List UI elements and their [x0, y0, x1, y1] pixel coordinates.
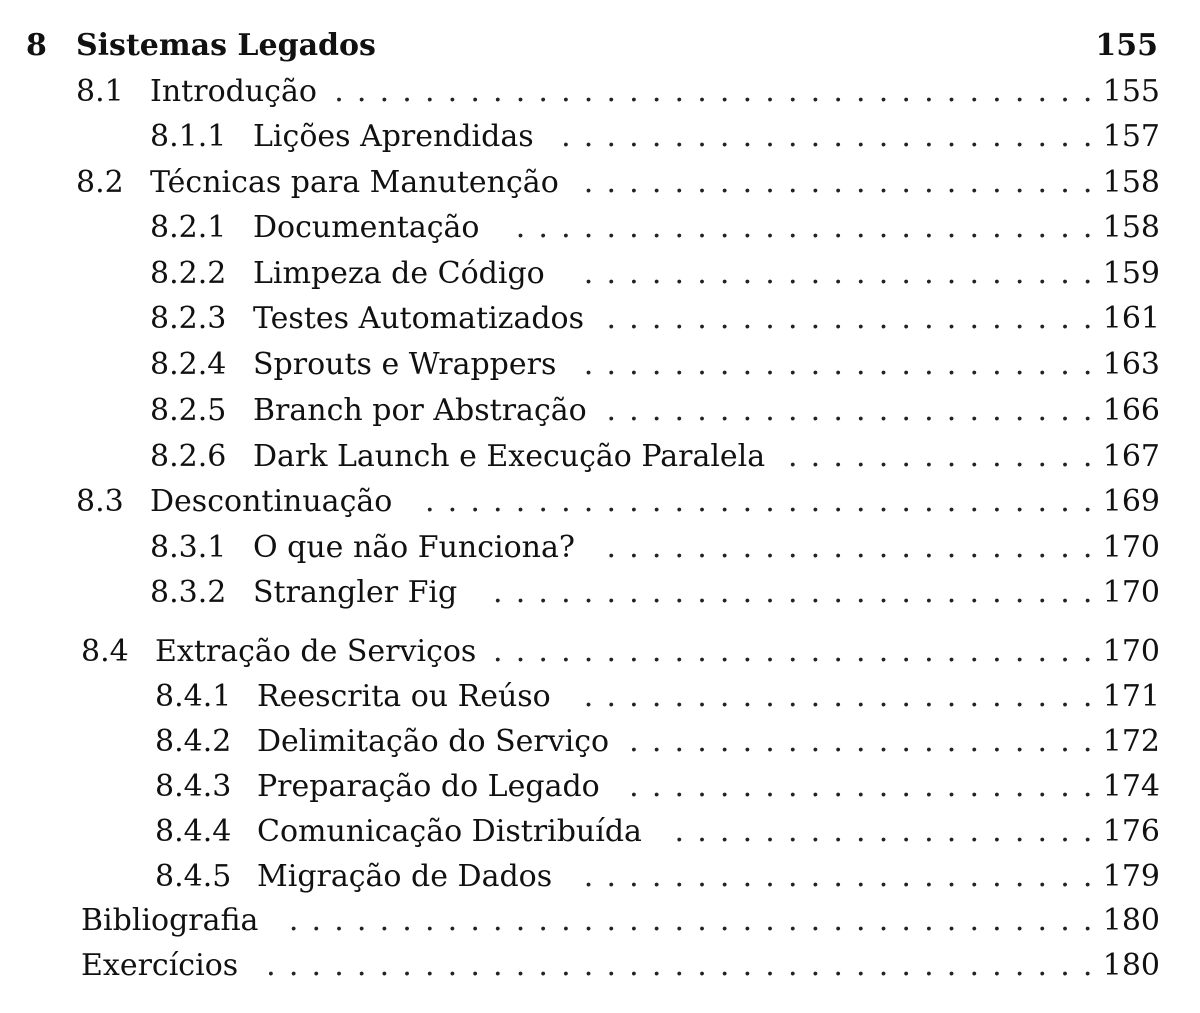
entry-number: 8.4.2 — [155, 724, 232, 759]
entry-page: 170 — [1102, 634, 1160, 669]
entry-number: 8.2.2 — [150, 256, 227, 291]
entry-title: Preparação do Legado — [257, 769, 600, 804]
entry-page: 158 — [1102, 210, 1160, 245]
entry-page: 167 — [1102, 439, 1160, 474]
entry-title: Limpeza de Código — [253, 256, 545, 291]
entry-page: 171 — [1102, 679, 1160, 714]
dot-leader: ...................... — [606, 301, 1093, 336]
toc-entry[interactable] — [150, 297, 1160, 341]
toc-entry[interactable] — [81, 899, 1160, 943]
entry-title: Strangler Fig — [253, 575, 458, 610]
toc-entry[interactable] — [155, 810, 1160, 854]
chapter-number: 8 — [26, 28, 47, 63]
entry-page: 158 — [1102, 165, 1160, 200]
entry-title: Comunicação Distribuída — [257, 814, 642, 849]
entry-page: 170 — [1102, 575, 1160, 610]
chapter-page: 155 — [1095, 28, 1158, 63]
entry-page: 155 — [1102, 74, 1160, 109]
entry-title: Lições Aprendidas — [253, 119, 534, 154]
entry-number: 8.4.5 — [155, 859, 232, 894]
dot-leader: ....................... — [583, 859, 1093, 894]
toc-entry[interactable] — [155, 855, 1160, 899]
dot-leader: ....................... — [583, 256, 1093, 291]
toc-entry[interactable] — [150, 252, 1160, 296]
entry-title: Delimitação do Serviço — [257, 724, 610, 759]
entry-page: 172 — [1102, 724, 1160, 759]
entry-title: Técnicas para Manutenção — [150, 165, 559, 200]
entry-number: 8.3 — [76, 484, 124, 519]
entry-title: Dark Launch e Execução Paralela — [253, 439, 766, 474]
dot-leader: .......................... — [515, 210, 1093, 245]
entry-page: 180 — [1102, 903, 1160, 938]
entry-number: 8.3.1 — [150, 530, 227, 565]
dot-leader: ..................................... — [266, 948, 1093, 983]
toc-entry[interactable] — [150, 343, 1160, 387]
dot-leader: ...................... — [606, 530, 1093, 565]
entry-page: 157 — [1102, 119, 1160, 154]
entry-title: O que não Funciona? — [253, 530, 575, 565]
dot-leader: .................................... — [288, 903, 1093, 938]
toc-entry[interactable] — [76, 480, 1160, 524]
entry-number: 8.3.2 — [150, 575, 227, 610]
entry-title: Testes Automatizados — [253, 301, 585, 336]
entry-page: 163 — [1102, 347, 1160, 382]
toc-entry[interactable] — [155, 720, 1160, 764]
entry-number: 8.1 — [76, 74, 124, 109]
dot-leader: .............................. — [424, 484, 1093, 519]
entry-number: 8.2.5 — [150, 393, 227, 428]
dot-leader: ........................... — [493, 575, 1093, 610]
entry-number: 8.4 — [81, 634, 129, 669]
entry-page: 180 — [1102, 948, 1160, 983]
toc-entry[interactable] — [150, 571, 1160, 615]
entry-title: Bibliografia — [81, 903, 259, 938]
entry-number: 8.2.6 — [150, 439, 227, 474]
toc-entry[interactable] — [155, 675, 1160, 719]
entry-title: Descontinuação — [150, 484, 393, 519]
dot-leader: ..................... — [629, 724, 1093, 759]
toc-entry[interactable] — [76, 161, 1160, 205]
entry-number: 8.4.4 — [155, 814, 232, 849]
entry-number: 8.4.1 — [155, 679, 232, 714]
entry-page: 166 — [1102, 393, 1160, 428]
toc-entry[interactable] — [81, 944, 1160, 988]
chapter-heading — [26, 24, 1158, 68]
entry-page: 169 — [1102, 484, 1160, 519]
dot-leader: ........................ — [561, 119, 1093, 154]
entry-title: Sprouts e Wrappers — [253, 347, 557, 382]
entry-title: Introdução — [150, 74, 317, 109]
entry-number: 8.2 — [76, 165, 124, 200]
toc-entry[interactable] — [150, 435, 1160, 479]
toc-entry[interactable] — [76, 70, 1160, 114]
dot-leader: ........................... — [493, 634, 1093, 669]
entry-page: 174 — [1102, 769, 1160, 804]
entry-title: Branch por Abstração — [253, 393, 587, 428]
dot-leader: ....................... — [583, 165, 1093, 200]
entry-number: 8.2.1 — [150, 210, 227, 245]
dot-leader: ....................... — [583, 347, 1093, 382]
entry-title: Migração de Dados — [257, 859, 553, 894]
entry-page: 176 — [1102, 814, 1160, 849]
dot-leader: ....................... — [583, 679, 1093, 714]
entry-number: 8.1.1 — [150, 119, 227, 154]
toc-entry[interactable] — [150, 115, 1160, 159]
entry-page: 170 — [1102, 530, 1160, 565]
entry-number: 8.4.3 — [155, 769, 232, 804]
toc-entry[interactable] — [81, 630, 1160, 674]
entry-title: Exercícios — [81, 948, 239, 983]
dot-leader: ................... — [674, 814, 1093, 849]
entry-page: 161 — [1102, 301, 1160, 336]
entry-title: Documentação — [253, 210, 480, 245]
entry-number: 8.2.4 — [150, 347, 227, 382]
entry-page: 179 — [1102, 859, 1160, 894]
dot-leader: .............. — [787, 439, 1093, 474]
dot-leader: ..................... — [629, 769, 1093, 804]
toc-entry[interactable] — [150, 206, 1160, 250]
dot-leader: .................................. — [334, 74, 1093, 109]
toc-entry[interactable] — [150, 526, 1160, 570]
entry-number: 8.2.3 — [150, 301, 227, 336]
entry-title: Extração de Serviços — [155, 634, 477, 669]
toc-entry[interactable] — [150, 389, 1160, 433]
chapter-title: Sistemas Legados — [76, 28, 376, 63]
dot-leader: ...................... — [606, 393, 1093, 428]
entry-title: Reescrita ou Reúso — [257, 679, 551, 714]
toc-entry[interactable] — [155, 765, 1160, 809]
entry-page: 159 — [1102, 256, 1160, 291]
